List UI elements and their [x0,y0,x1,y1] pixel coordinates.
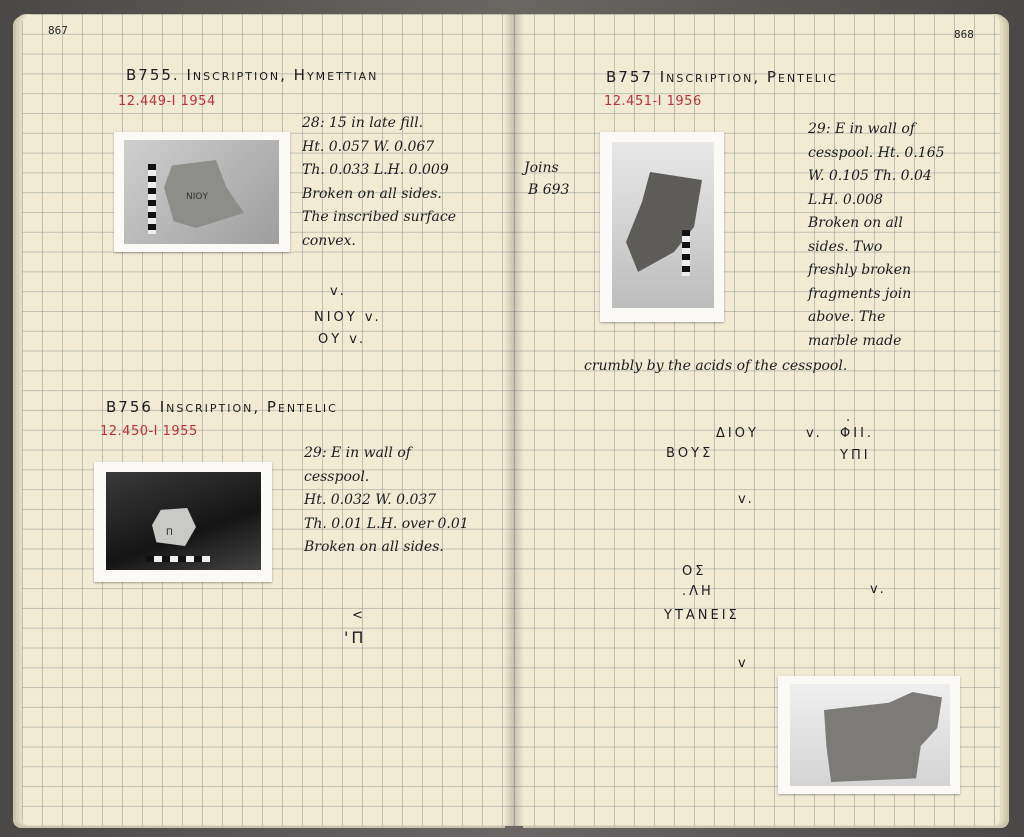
transcription-line: v. [870,582,887,597]
transcription-line: v [738,656,749,671]
transcription-line: ΒΟΥΣ [666,446,714,461]
transcription-line: v. [806,426,823,441]
photo-inscription: ΝΙΟΥ [186,192,208,202]
transcription-line: .ΛΗ [682,584,714,599]
note-line: sides. Two [808,238,883,255]
transcription-line: ΝΙΟΥ v. [314,310,382,325]
photo-inscription: Π [166,528,173,538]
fragment-photo [600,132,724,322]
note-line: cesspool. Ht. 0.165 [808,144,945,161]
transcription-line: ΥΠΙ [840,448,871,463]
transcription-line: ΟΥ v. [318,332,367,347]
inventory-number: 12.451-I 1956 [604,94,702,109]
stone-fragment [626,172,706,272]
entry-heading: B757 Inscription, Pentelic [606,68,838,86]
page-number: 867 [48,24,68,37]
book-gutter [504,14,524,826]
transcription-line: < [352,608,366,623]
page-number: 868 [954,28,974,41]
transcription-line: ΥΤΑΝΕΙΣ [664,608,740,623]
entry-heading: B755. Inscription, Hymettian [126,66,379,84]
stone-fragment [152,508,196,546]
note-line: convex. [302,232,356,249]
note-line: Th. 0.01 L.H. over 0.01 [304,515,469,532]
note-line: The inscribed surface [302,209,456,225]
note-line: Th. 0.033 L.H. 0.009 [302,162,449,178]
note-line: Broken on all [808,215,903,231]
scale-bar [148,164,156,234]
note-line: freshly broken [808,262,912,278]
fragment-photo [778,676,960,794]
transcription-dot: . [846,410,854,425]
join-note: Joins [524,160,559,176]
transcription-line: ΟΣ [682,564,707,579]
fragment-photo [114,132,290,252]
join-note: B 693 [528,182,570,198]
transcription-line: 'Π [344,628,367,647]
note-line: Broken on all sides. [302,185,442,202]
note-line: W. 0.105 Th. 0.04 [808,168,932,184]
note-line: above. The [808,309,886,325]
note-line: fragments join [808,285,912,302]
note-line: L.H. 0.008 [808,191,883,208]
left-page [22,14,514,826]
transcription-line: v. [330,284,347,299]
transcription-line: ΔΙΟΥ [716,426,759,441]
note-line: 29: E in wall of [808,121,915,137]
right-page [514,14,1000,826]
note-line: cesspool. [304,468,370,485]
fragment-photo [94,462,272,582]
note-line: marble made [808,332,902,349]
note-line: 28: 15 in late fill. [302,115,424,131]
note-line: 29: E in wall of [304,445,411,461]
entry-heading: B756 Inscription, Pentelic [106,398,338,416]
inventory-number: 12.450-I 1955 [100,424,198,439]
stone-fragment [824,692,942,782]
transcription-line: v. [738,492,755,507]
note-line: crumbly by the acids of the cesspool. [584,358,848,374]
note-line: Broken on all sides. [304,539,444,555]
entry-notes [808,118,945,353]
note-line: Ht. 0.057 W. 0.067 [302,138,435,155]
inventory-number: 12.449-I 1954 [118,94,216,109]
entry-notes [302,112,456,253]
transcription-line: ΦΙΙ. [840,426,875,441]
note-line: Ht. 0.032 W. 0.037 [304,492,437,508]
scale-bar [682,230,690,276]
scale-bar [146,556,210,562]
entry-notes [304,442,469,560]
